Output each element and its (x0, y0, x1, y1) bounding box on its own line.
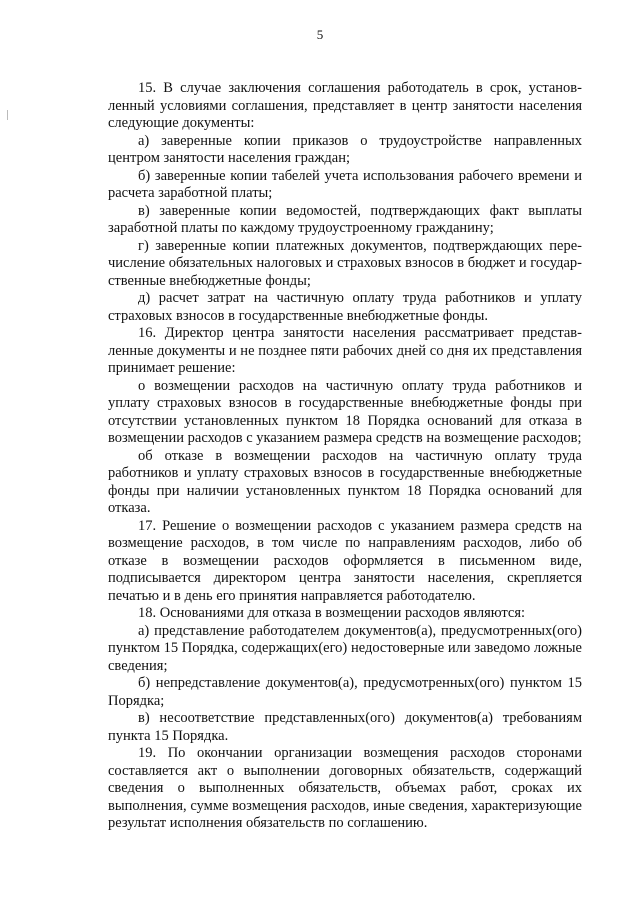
paragraph-16: 16. Директор центра занятости населения рассматривает представленные документы и не позднее пяти рабочих дней со дня их представления принимает решение: (108, 325, 582, 376)
paragraph-17: 17. Решение о возмещении расходов с указанием размера средств на возмещение расходов, в том числе по направлениям расходов, либо об отказе в возмещении расходов оформляется в письменном виде, подписывается директором центра занятости населения, скрепляется печатью и в день его принятия направляется работодателю. (108, 517, 582, 604)
paragraph-19: 19. По окончании организации возмещения расходов сторонами составляется акт о выполнении договорных обязательств, содержащий сведения о выполненных обязательств, объемах работ, сроках их выполнения, сумме возмещения расходов, иные сведения, характеризующие результат исполнения обязательств по соглашению. (108, 745, 582, 831)
paragraph-15-item-b: б) заверенные копии табелей учета использования рабочего времени и расчета заработной платы; (108, 167, 582, 201)
page-number: 5 (316, 27, 324, 42)
paragraph-15: 15. В случае заключения соглашения работодатель в срок, установленный условиями соглашения, представляет в центр занятости населения следующие документы: (108, 80, 582, 131)
paragraph-18-item-b: б) непредставление документов(а), предусмотренных(ого) пунктом 15 Порядка; (108, 675, 582, 709)
paragraph-15-item-v: в) заверенные копии ведомостей, подтверждающих факт выплаты заработной платы по каждому трудоустроенному гражданину; (108, 202, 582, 236)
document-body (108, 80, 582, 833)
paragraph-18: 18. Основаниями для отказа в возмещении расходов являются: (138, 605, 526, 621)
paragraph-15-item-a: а) заверенные копии приказов о трудоустройстве направленных центром занятости населения граждан; (108, 132, 582, 166)
scan-artifact (7, 110, 8, 120)
paragraph-18-item-v: в) несоответствие представленных(ого) документов(а) требованиям пункта 15 Порядка. (108, 710, 582, 744)
paragraph-16-decision-refuse: об отказе в возмещении расходов на частичную оплату труда работников и уплату страховых взносов в государственные внебюджетные фонды при наличии установленных пунктом 18 Порядка оснований для отказа. (108, 447, 582, 516)
paragraph-15-item-g: г) заверенные копии платежных документов, подтверждающих перечисление обязательных налоговых и страховых взносов в бюджет и государственные внебюджетные фонды; (108, 237, 582, 289)
paragraph-16-decision-reimburse: о возмещении расходов на частичную оплату труда работников и уплату страховых взносов в государственные внебюджетные фонды при отсутствии установленных пунктом 18 Порядка оснований для отказа в возмещении расходов с указанием размера средств на возмещение расходов; (108, 377, 582, 446)
paragraph-15-item-d: д) расчет затрат на частичную оплату труда работников и уплату страховых взносов в государственные внебюджетные фонды. (108, 290, 582, 324)
paragraph-18-item-a: а) представление работодателем документов(а), предусмотренных(ого) пунктом 15 Порядка, содержащих(его) недостоверные или заведомо ложные сведения; (108, 622, 582, 674)
